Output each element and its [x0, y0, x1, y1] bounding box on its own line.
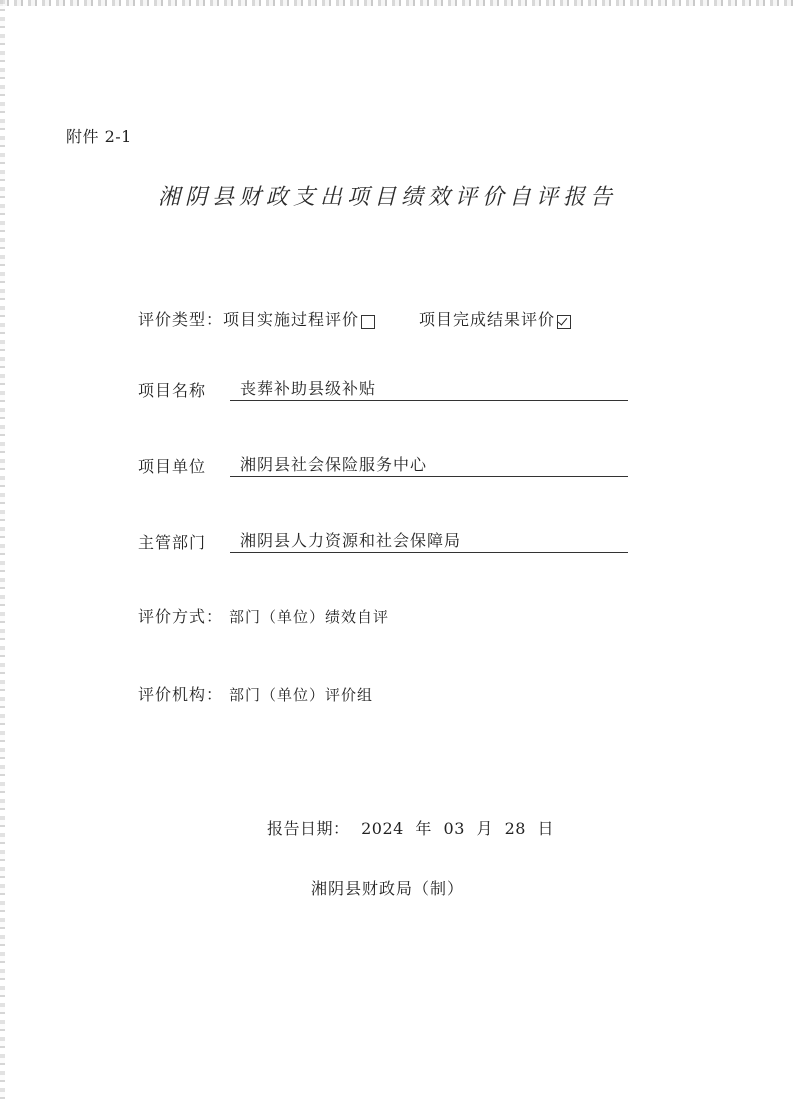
result-evaluation-checkbox[interactable] [557, 315, 571, 329]
attachment-label: 附件 2-1 [66, 127, 132, 146]
report-year: 2024 [361, 819, 404, 838]
project-name-row [138, 376, 628, 401]
supervisor-row [138, 528, 628, 553]
report-day: 28 [504, 819, 526, 838]
evaluation-org-row [138, 682, 373, 705]
evaluation-type-label: 评价类型： [138, 310, 224, 329]
evaluation-type-row [138, 307, 571, 330]
supervisor-field: 湘阴县人力资源和社会保障局 [230, 528, 628, 553]
project-unit-label: 项目单位 [138, 457, 207, 476]
option-result-evaluation: 项目完成结果评价 [419, 310, 556, 329]
report-year-unit: 年 [415, 819, 432, 838]
report-month-unit: 月 [476, 819, 493, 838]
project-unit-field: 湘阴县社会保险服务中心 [230, 452, 628, 477]
evaluation-method-row [138, 604, 389, 627]
process-evaluation-checkbox[interactable] [361, 315, 375, 329]
evaluation-org-label: 评价机构： [138, 685, 224, 704]
report-date-label: 报告日期： [267, 819, 350, 838]
report-title: 湘阴县财政支出项目绩效评价自评报告 [158, 185, 618, 210]
supervisor-label: 主管部门 [138, 533, 207, 552]
evaluation-method-value: 部门（单位）绩效自评 [229, 608, 390, 626]
scan-edge-top [0, 0, 793, 6]
report-day-unit: 日 [537, 819, 555, 838]
evaluation-method-label: 评价方式： [138, 607, 224, 626]
issuer-footer: 湘阴县财政局（制） [311, 879, 465, 898]
option-process-evaluation: 项目实施过程评价 [223, 310, 360, 329]
report-month: 03 [443, 819, 465, 838]
project-unit-row [138, 452, 628, 477]
project-name-label: 项目名称 [138, 381, 207, 400]
project-name-field: 丧葬补助县级补贴 [230, 376, 628, 401]
scan-edge-left [0, 0, 5, 1105]
evaluation-org-value: 部门（单位）评价组 [229, 686, 374, 704]
report-date [267, 816, 560, 839]
